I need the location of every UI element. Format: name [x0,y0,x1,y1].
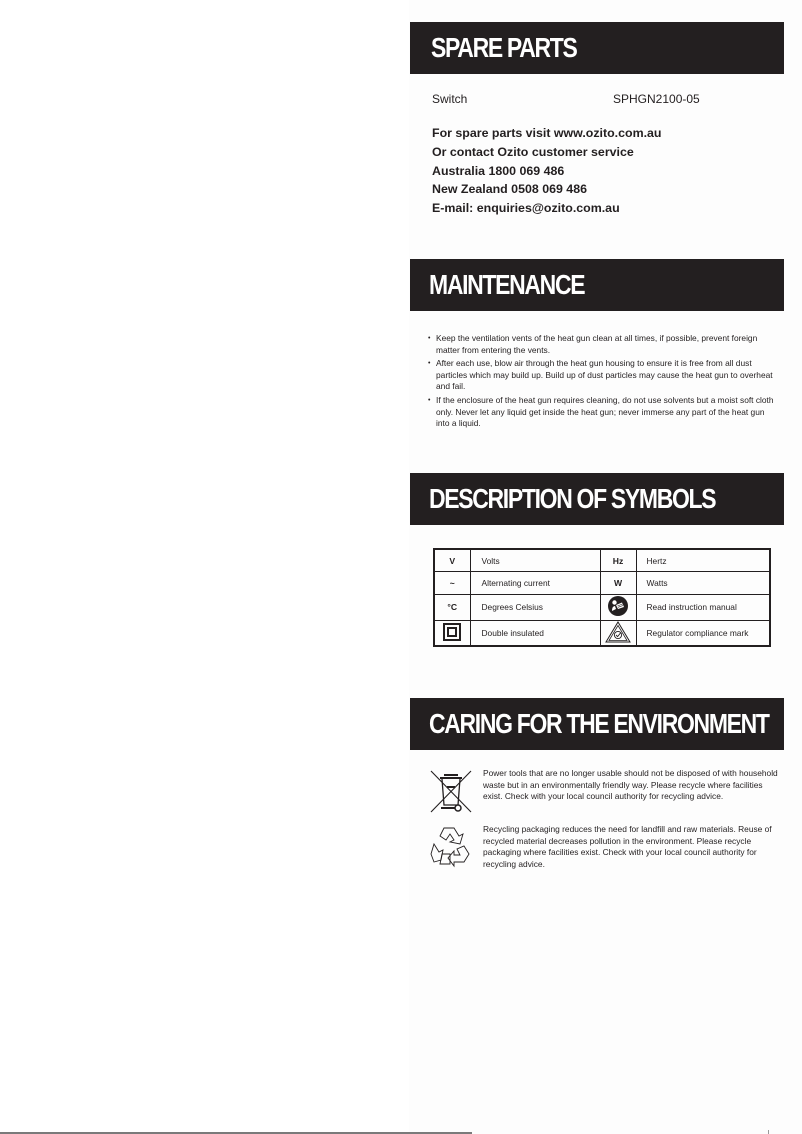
recycling-text: Recycling packaging reduces the need for landfill and raw materials. Reuse of recycled material decreases pollution in the environment. Please recycle packaging where facilities exist. Check with your local council authority for recycling advice. [483,824,772,869]
contact-new-zealand: New Zealand 0508 069 486 [432,182,587,197]
read-manual-icon [600,594,636,620]
symbol-description: Degrees Celsius [470,594,600,620]
environment-header [410,698,784,750]
table-row [434,594,770,620]
disposal-text: Power tools that are no longer usable should not be disposed of with household waste but in an environmentally friendly way. Please recycle where facilities exist. Check with your local council authority for recycling advice. [483,768,778,802]
maintenance-item: • Keep the ventilation vents of the heat gun clean at all times, if possible, prevent foreign matter from entering the vents. [428,333,778,356]
symbol-volts: V [434,549,470,572]
crop-mark [768,1130,769,1134]
part-number: SPHGN2100-05 [613,92,700,106]
symbols-header [410,473,784,525]
part-name: Switch [432,92,468,106]
contact-email: E-mail: enquiries@ozito.com.au [432,201,620,216]
symbol-description: Hertz [636,549,770,572]
maintenance-header [410,259,784,311]
symbol-watts: W [600,572,636,595]
double-insulated-icon [434,620,470,646]
symbol-description: Double insulated [470,620,600,646]
symbols-table [433,548,771,647]
symbol-description: Regulator compliance mark [636,620,770,646]
spare-part-row [432,92,762,106]
table-row [434,620,770,646]
symbol-description: Volts [470,549,600,572]
regulator-compliance-icon [600,620,636,646]
table-row [434,549,770,572]
symbol-celsius: °C [434,594,470,620]
table-row [434,572,770,595]
spare-parts-header [410,22,784,74]
contact-website: For spare parts visit www.ozito.com.au [432,126,662,140]
symbol-description: Watts [636,572,770,595]
crossed-out-bin-icon [428,768,474,814]
symbol-description: Alternating current [470,572,600,595]
maintenance-list [428,333,778,432]
environment-title: CARING FOR THE ENVIRONMENT [429,708,769,739]
spare-parts-contact [432,124,662,218]
maintenance-item: • After each use, blow air through the heat gun housing to ensure it is free from all dust particles which may build up. Build up of dust particles may cause the heat gun to overheat and fail. [428,358,778,393]
symbols-title: DESCRIPTION OF SYMBOLS [429,483,716,514]
recycle-icon [428,824,474,870]
symbol-description: Read instruction manual [636,594,770,620]
contact-australia: Australia 1800 069 486 [432,163,565,178]
maintenance-title: MAINTENANCE [429,269,585,300]
symbol-ac: ~ [434,572,470,595]
spare-parts-title: SPARE PARTS [431,32,577,63]
maintenance-item: • If the enclosure of the heat gun requires cleaning, do not use solvents but a moist soft cloth only. Never let any liquid get inside the heat gun; never immerse any part of the heat gun into a liquid. [428,395,778,430]
symbol-hertz: Hz [600,549,636,572]
contact-service: Or contact Ozito customer service [432,144,634,159]
